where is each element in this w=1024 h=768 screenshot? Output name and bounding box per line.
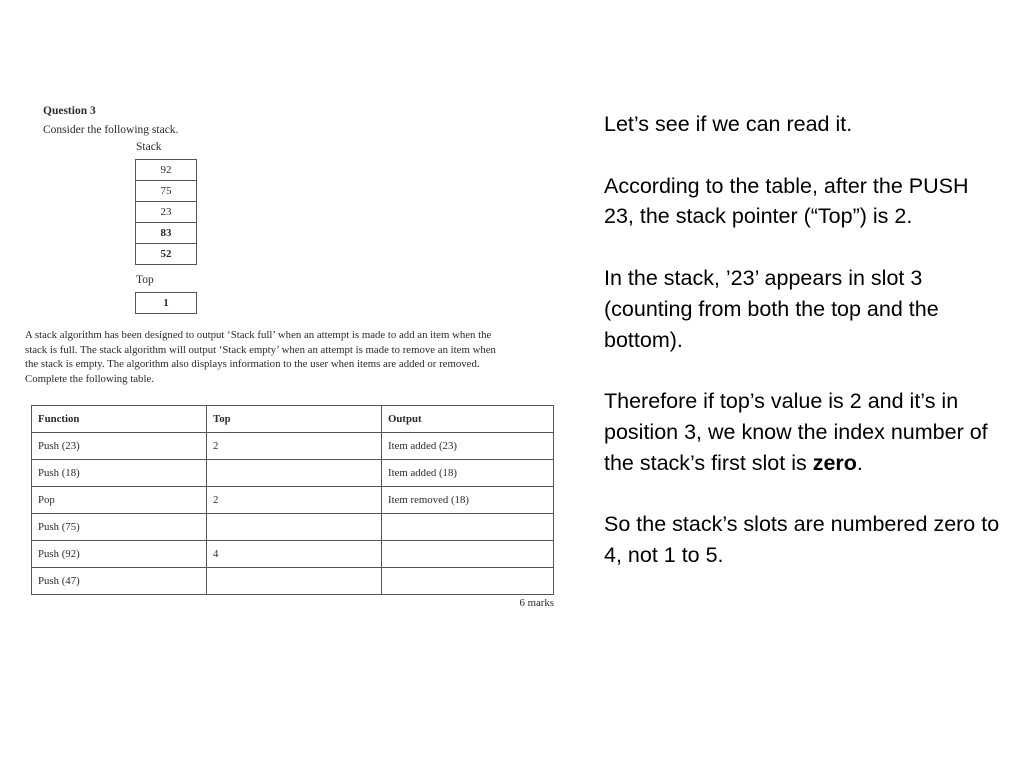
marks-label: 6 marks [519,597,554,609]
table-row [32,460,554,487]
note-paragraph: Let’s see if we can read it. [604,112,853,136]
table-row [32,514,554,541]
cell-top [207,460,382,487]
stack-cell: 92 [136,160,196,181]
stack-cell: 75 [136,181,196,202]
cell-function: Push (23) [32,433,207,460]
cell-top [207,568,382,595]
stack-cell: 52 [160,248,172,260]
note-paragraph [604,386,1004,478]
cell-top: 2 [207,433,382,460]
top-label: Top [136,274,154,286]
stack-label: Stack [136,141,162,153]
header-output: Output [382,406,554,433]
function-table [31,405,554,595]
cell-top [207,514,382,541]
cell-output [382,514,554,541]
note-paragraph: According to the table, after the PUSH 23, the stack pointer (“Top”) is 2. [604,173,969,229]
table-row [32,433,554,460]
cell-top: 4 [207,541,382,568]
cell-function: Push (47) [32,568,207,595]
cell-function: Push (75) [32,514,207,541]
note-paragraph: So the stack’s slots are numbered zero to 4, not 1 to 5. [604,512,1000,568]
top-value-box: 1 [135,292,197,314]
description-line: stack is full. The stack algorithm will output ‘Stack empty’ when an attempt is made to remove an item when [25,343,496,356]
cell-output [382,568,554,595]
cell-output [382,541,554,568]
note-text: Therefore if top’s value is 2 and it’s in position 3, we know the index number of the stack’s first slot is [604,389,988,475]
cell-output: Item removed (18) [382,487,554,514]
table-row [32,487,554,514]
description-line: the stack is empty. The algorithm also displays information to the user when items are added or removed. [25,358,480,371]
cell-function: Push (18) [32,460,207,487]
stack-cell: 83 [136,223,196,244]
header-function: Function [32,406,207,433]
note-emphasis: zero [812,450,857,475]
question-scan [0,0,580,640]
stack-diagram [135,159,197,265]
explanation-notes [604,109,1004,571]
question-description [25,328,555,386]
cell-output: Item added (18) [382,460,554,487]
instruction-line: Complete the following table. [25,372,154,385]
cell-output: Item added (23) [382,433,554,460]
note-paragraph: In the stack, ’23’ appears in slot 3 (counting from both the top and the bottom). [604,265,939,352]
description-line: A stack algorithm has been designed to output ‘Stack full’ when an attempt is made to add an item when the [25,329,492,341]
table-header-row [32,406,554,433]
stack-cell: 23 [136,202,196,223]
cell-function: Push (92) [32,541,207,568]
header-top: Top [207,406,382,433]
table-row [32,541,554,568]
cell-function: Pop [32,487,207,514]
question-title: Question 3 [43,105,96,117]
question-subtitle: Consider the following stack. [43,124,179,136]
cell-top: 2 [207,487,382,514]
table-row [32,568,554,595]
note-text: . [856,450,863,475]
